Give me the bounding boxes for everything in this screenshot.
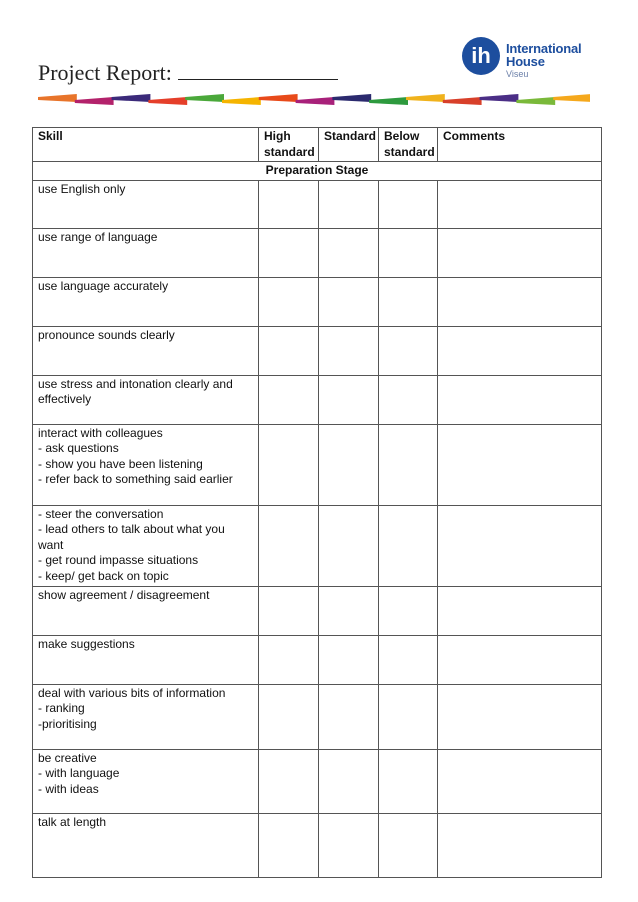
below-standard-cell[interactable] [379,749,438,813]
stripe-segment [148,97,187,105]
skill-text: use language accurately [38,278,169,293]
standard-cell[interactable] [319,180,379,228]
high-standard-cell[interactable] [259,749,319,813]
logo-city: Viseu [506,69,529,79]
international-house-logo [462,37,592,83]
skill-text: - steer the conversation [38,506,164,521]
stripe-segment [259,94,298,102]
table-row [33,635,602,684]
skill-text: talk at length [38,814,107,829]
below-standard-cell[interactable] [379,635,438,684]
skill-cell [33,505,259,586]
stripe-segment [112,94,151,102]
stripe-segment [516,97,555,105]
stage-row [33,162,602,181]
standard-cell[interactable] [319,684,379,749]
title-text: Project Report: [38,60,172,85]
page-title [38,60,338,86]
standard-cell[interactable] [319,813,379,877]
comments-cell[interactable] [438,228,602,277]
col-header-skill: Skill [33,128,259,162]
stripe-segment [443,97,482,105]
skill-cell [33,424,259,505]
skill-text: - ask questions [38,441,119,455]
stripe-segment [75,97,114,105]
comments-cell[interactable] [438,180,602,228]
stage-label: Preparation Stage [33,162,602,181]
skill-cell [33,277,259,326]
table-row [33,424,602,505]
table-row [33,813,602,877]
skill-cell [33,635,259,684]
standard-cell[interactable] [319,277,379,326]
skill-text: show agreement / disagreement [38,587,210,602]
skill-text: - with ideas [38,781,99,796]
comments-cell[interactable] [438,684,602,749]
table-row [33,326,602,375]
high-standard-cell[interactable] [259,326,319,375]
logo-name-line2: House [506,54,545,69]
skill-cell [33,180,259,228]
decorative-color-stripe [38,90,590,108]
stripe-segment [406,94,445,102]
below-standard-cell[interactable] [379,326,438,375]
skill-text: - show you have been listening [38,456,203,471]
high-standard-cell[interactable] [259,277,319,326]
table-row [33,684,602,749]
skill-cell [33,684,259,749]
high-standard-cell[interactable] [259,635,319,684]
skill-cell [33,586,259,635]
table-row [33,749,602,813]
standard-cell[interactable] [319,326,379,375]
high-standard-cell[interactable] [259,505,319,586]
below-standard-cell[interactable] [379,228,438,277]
below-standard-cell[interactable] [379,684,438,749]
skill-text: - lead others to talk about what you want [38,522,225,552]
standard-cell[interactable] [319,635,379,684]
below-standard-cell[interactable] [379,180,438,228]
standard-cell[interactable] [319,505,379,586]
skill-text: deal with various bits of information [38,685,226,700]
standard-cell[interactable] [319,375,379,424]
stripe-segment [369,97,408,105]
skill-text: use English only [38,181,126,196]
table-row [33,228,602,277]
high-standard-cell[interactable] [259,586,319,635]
below-standard-cell[interactable] [379,277,438,326]
skill-text: use stress and intonation clearly and effectively [38,376,233,406]
col-header-below-standard: Below standard [379,128,438,162]
stripe-segment [296,97,335,105]
below-standard-cell[interactable] [379,813,438,877]
skill-cell [33,228,259,277]
stripe-segment [332,94,371,102]
skill-text: pronounce sounds clearly [38,327,175,342]
col-header-comments: Comments [438,128,602,162]
comments-cell[interactable] [438,424,602,505]
skill-text: - ranking [38,701,85,715]
skill-text: - keep/ get back on topic [38,568,169,583]
skill-text: use range of language [38,229,158,244]
standard-cell[interactable] [319,424,379,505]
standard-cell[interactable] [319,749,379,813]
high-standard-cell[interactable] [259,375,319,424]
logo-name [506,42,581,68]
stripe-segment [480,94,519,102]
skill-cell [33,375,259,424]
high-standard-cell[interactable] [259,228,319,277]
below-standard-cell[interactable] [379,424,438,505]
stripe-segment [222,97,261,105]
title-blank-line [178,61,338,80]
comments-cell[interactable] [438,635,602,684]
skill-cell [33,326,259,375]
high-standard-cell[interactable] [259,424,319,505]
standard-cell[interactable] [319,228,379,277]
high-standard-cell[interactable] [259,684,319,749]
comments-cell[interactable] [438,813,602,877]
table-header-row [33,128,602,162]
below-standard-cell[interactable] [379,375,438,424]
comments-cell[interactable] [438,375,602,424]
skill-cell [33,813,259,877]
comments-cell[interactable] [438,326,602,375]
table-body [33,162,602,878]
table-row [33,375,602,424]
below-standard-cell[interactable] [379,586,438,635]
skill-cell [33,749,259,813]
comments-cell[interactable] [438,586,602,635]
stripe-segment [38,94,77,102]
col-header-standard: Standard [319,128,379,162]
comments-cell[interactable] [438,277,602,326]
skill-text: - with language [38,766,120,780]
skill-text: - refer back to something said earlier [38,472,233,486]
skill-text: be creative [38,750,97,765]
table-row [33,586,602,635]
col-header-high-standard: High standard [259,128,319,162]
comments-cell[interactable] [438,749,602,813]
stripe-segment [553,94,590,102]
skill-text: interact with colleagues [38,425,163,440]
table-row [33,277,602,326]
below-standard-cell[interactable] [379,505,438,586]
table-row [33,180,602,228]
skill-text: -prioritising [38,716,97,731]
skills-report-table [32,127,602,878]
skill-text: - get round impasse situations [38,553,199,567]
standard-cell[interactable] [319,586,379,635]
skill-text: make suggestions [38,636,135,651]
high-standard-cell[interactable] [259,813,319,877]
stripe-segment [185,94,224,102]
table-row [33,505,602,586]
ih-logo-icon: ih [462,37,500,75]
high-standard-cell[interactable] [259,180,319,228]
comments-cell[interactable] [438,505,602,586]
logo-name-line1: International [506,41,582,56]
